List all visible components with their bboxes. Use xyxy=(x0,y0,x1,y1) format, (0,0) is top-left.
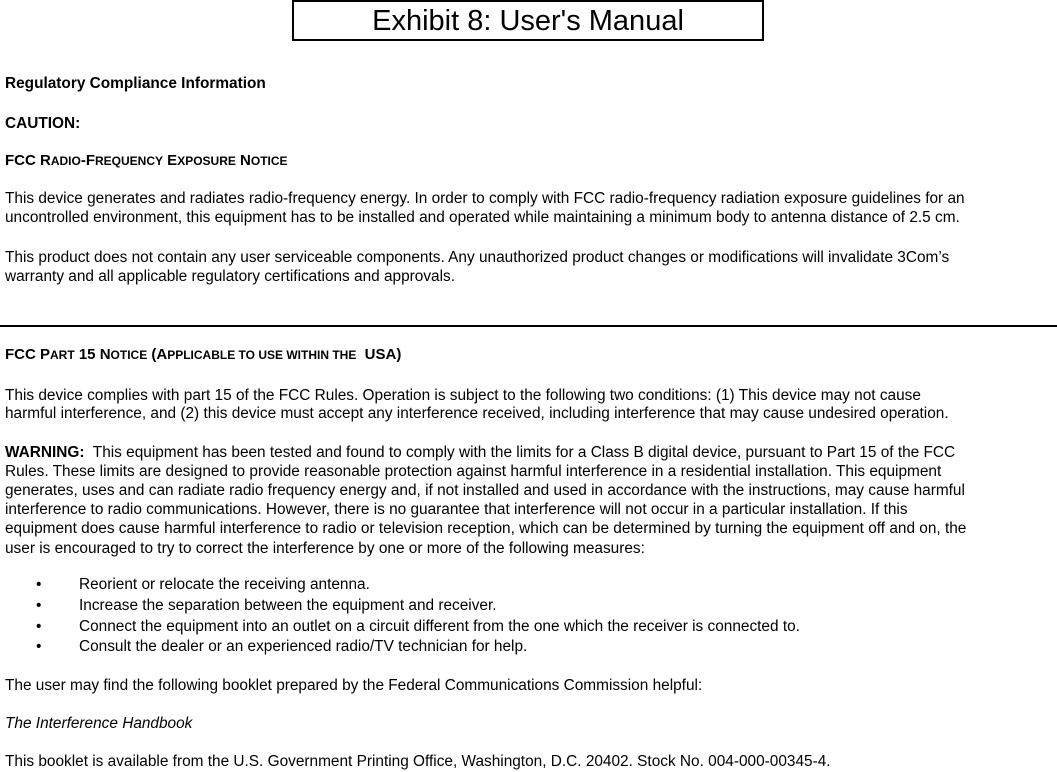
booklet-title: The Interference Handbook xyxy=(5,715,193,732)
heading-part: ADIO xyxy=(50,154,81,168)
warning-paragraph-line: user is encouraged to try to correct the interference by one or more of the following measures: xyxy=(5,540,645,557)
heading-part: ART xyxy=(50,348,75,362)
warning-paragraph-line xyxy=(5,443,955,463)
heading-part: REQUENCY xyxy=(95,154,164,168)
regulatory-heading: Regulatory Compliance Information xyxy=(5,75,266,92)
booklet-intro: The user may find the following booklet prepared by the Federal Communications Commission helpful: xyxy=(5,677,703,694)
caution-label: CAUTION: xyxy=(5,115,81,132)
part15-paragraph-line: harmful interference, and (2) this device must accept any interference received, including interference that may cause undesired operation. xyxy=(5,405,949,422)
bullet-glyph: • xyxy=(36,576,42,593)
heading-part: E xyxy=(163,152,178,169)
heading-part: USA) xyxy=(356,346,402,363)
heading-part: XPOSURE xyxy=(177,154,236,168)
fcc-rf-exposure-heading xyxy=(5,151,288,171)
bullet-glyph: • xyxy=(36,638,42,655)
list-item: Reorient or relocate the receiving antenna. xyxy=(79,576,370,593)
heading-part: FCC R xyxy=(5,152,51,169)
heading-part: OTICE xyxy=(110,348,148,362)
warning-paragraph-line: interference to radio communications. However, there is no guarantee that interference will not occur in a particular installation. If this xyxy=(5,501,908,518)
heading-part: FCC P xyxy=(5,346,50,363)
heading-part: PPLICABLE TO USE WITHIN THE xyxy=(167,348,357,362)
heading-part: OTICE xyxy=(250,154,288,168)
heading-part: (A xyxy=(147,346,168,363)
bullet-glyph: • xyxy=(36,618,42,635)
components-paragraph-line: warranty and all applicable regulatory certifications and approvals. xyxy=(5,268,455,285)
warning-text: This equipment has been tested and found to comply with the limits for a Class B digital device, pursuant to Part 15 of the FCC xyxy=(84,444,956,461)
list-item: Connect the equipment into an outlet on a circuit different from the one which the receiver is connected to. xyxy=(79,618,800,635)
heading-part: -F xyxy=(80,152,95,169)
bullet-glyph: • xyxy=(36,597,42,614)
warning-paragraph-line: equipment does cause harmful interference to radio or television reception, which can be determined by turning the equipment off and on, the xyxy=(5,520,967,537)
fcc-part15-heading xyxy=(5,345,401,365)
components-paragraph-line: This product does not contain any user serviceable components. Any unauthorized product changes or modifications will invalidate 3Com’s xyxy=(5,249,950,266)
page-title: Exhibit 8: User's Manual xyxy=(292,0,764,41)
rf-paragraph-line: uncontrolled environment, this equipment has to be installed and operated while maintaining a minimum body to antenna distance of 2.5 cm. xyxy=(5,209,960,226)
part15-paragraph-line: This device complies with part 15 of the FCC Rules. Operation is subject to the following two conditions: (1) This device may not cause xyxy=(5,387,921,404)
heading-part: N xyxy=(235,152,251,169)
warning-label: WARNING: xyxy=(5,444,85,461)
booklet-availability: This booklet is available from the U.S. Government Printing Office, Washington, D.C. 20402. Stock No. 004-000-00345-4. xyxy=(5,753,831,770)
list-item: Increase the separation between the equipment and receiver. xyxy=(79,597,497,614)
rf-paragraph-line: This device generates and radiates radio-frequency energy. In order to comply with FCC radio-frequency radiation exposure guidelines for an xyxy=(5,190,965,207)
list-item: Consult the dealer or an experienced radio/TV technician for help. xyxy=(79,638,528,655)
section-divider xyxy=(0,325,1057,327)
warning-paragraph-line: Rules. These limits are designed to provide reasonable protection against harmful interference in a residential installation. This equipment xyxy=(5,463,942,480)
warning-paragraph-line: generates, uses and can radiate radio frequency energy and, if not installed and used in accordance with the instructions, may cause harmful xyxy=(5,482,965,499)
heading-part: 15 N xyxy=(74,346,111,363)
